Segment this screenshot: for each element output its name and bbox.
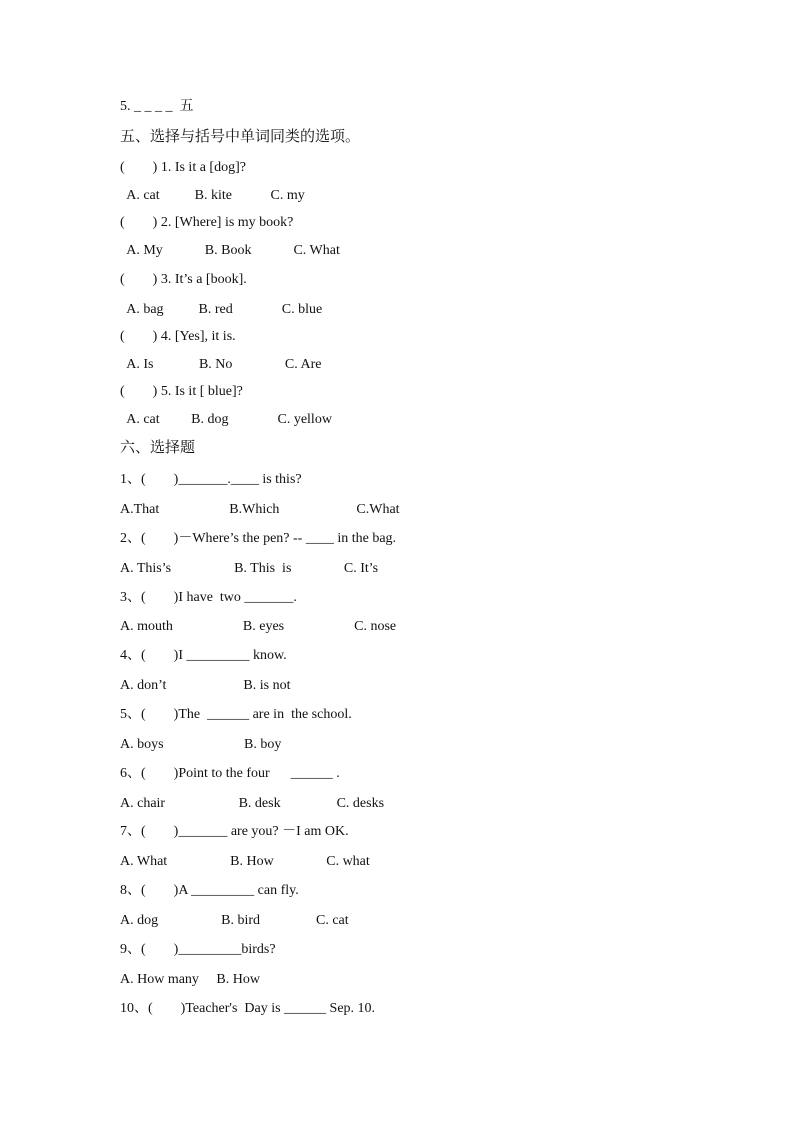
section-heading: 五、选择与括号中单词同类的选项。 (120, 129, 361, 145)
question-line: 10、( )Teacher's Day is ______ Sep. 10. (120, 1001, 376, 1016)
question-line: ( ) 4. [Yes], it is. (120, 329, 236, 344)
text-line: 5. _ _ _ _ 五 (120, 99, 194, 114)
question-line: ( ) 1. Is it a [dog]? (120, 160, 246, 175)
question-line: 4、( )I _________ know. (120, 648, 287, 663)
question-line: 8、( )A _________ can fly. (120, 883, 299, 898)
section-heading: 六、选择题 (120, 440, 196, 456)
question-line: 5、( )The ______ are in the school. (120, 707, 352, 722)
options-line: A. chair B. desk C. desks (120, 796, 385, 811)
options-line: A. This’s B. This is C. It’s (120, 561, 379, 576)
options-line: A. How many B. How (120, 972, 260, 987)
options-line: A. bag B. red C. blue (120, 302, 323, 317)
options-line: A. cat B. kite C. my (120, 188, 305, 203)
options-line: A. What B. How C. what (120, 854, 370, 869)
options-line: A. dog B. bird C. cat (120, 913, 349, 928)
question-line: 3、( )I have two _______. (120, 590, 297, 605)
options-line: A. cat B. dog C. yellow (120, 412, 332, 427)
options-line: A.That B.Which C.What (120, 502, 400, 517)
options-line: A. Is B. No C. Are (120, 357, 322, 372)
question-line: 9、( )_________birds? (120, 942, 276, 957)
question-line: 2、( )－Where’s the pen? -- ____ in the bag. (120, 531, 397, 546)
options-line: A. mouth B. eyes C. nose (120, 619, 397, 634)
question-line: 1、( )_______.____ is this? (120, 472, 302, 487)
question-line: ( ) 3. It’s a [book]. (120, 272, 247, 287)
options-line: A. don’t B. is not (120, 678, 291, 693)
options-line: A. My B. Book C. What (120, 243, 340, 258)
question-line: 6、( )Point to the four ______ . (120, 766, 340, 781)
question-line: ( ) 2. [Where] is my book? (120, 215, 294, 230)
options-line: A. boys B. boy (120, 737, 282, 752)
question-line: ( ) 5. Is it [ blue]? (120, 384, 243, 399)
question-line: 7、( )_______ are you? －I am OK. (120, 824, 349, 839)
